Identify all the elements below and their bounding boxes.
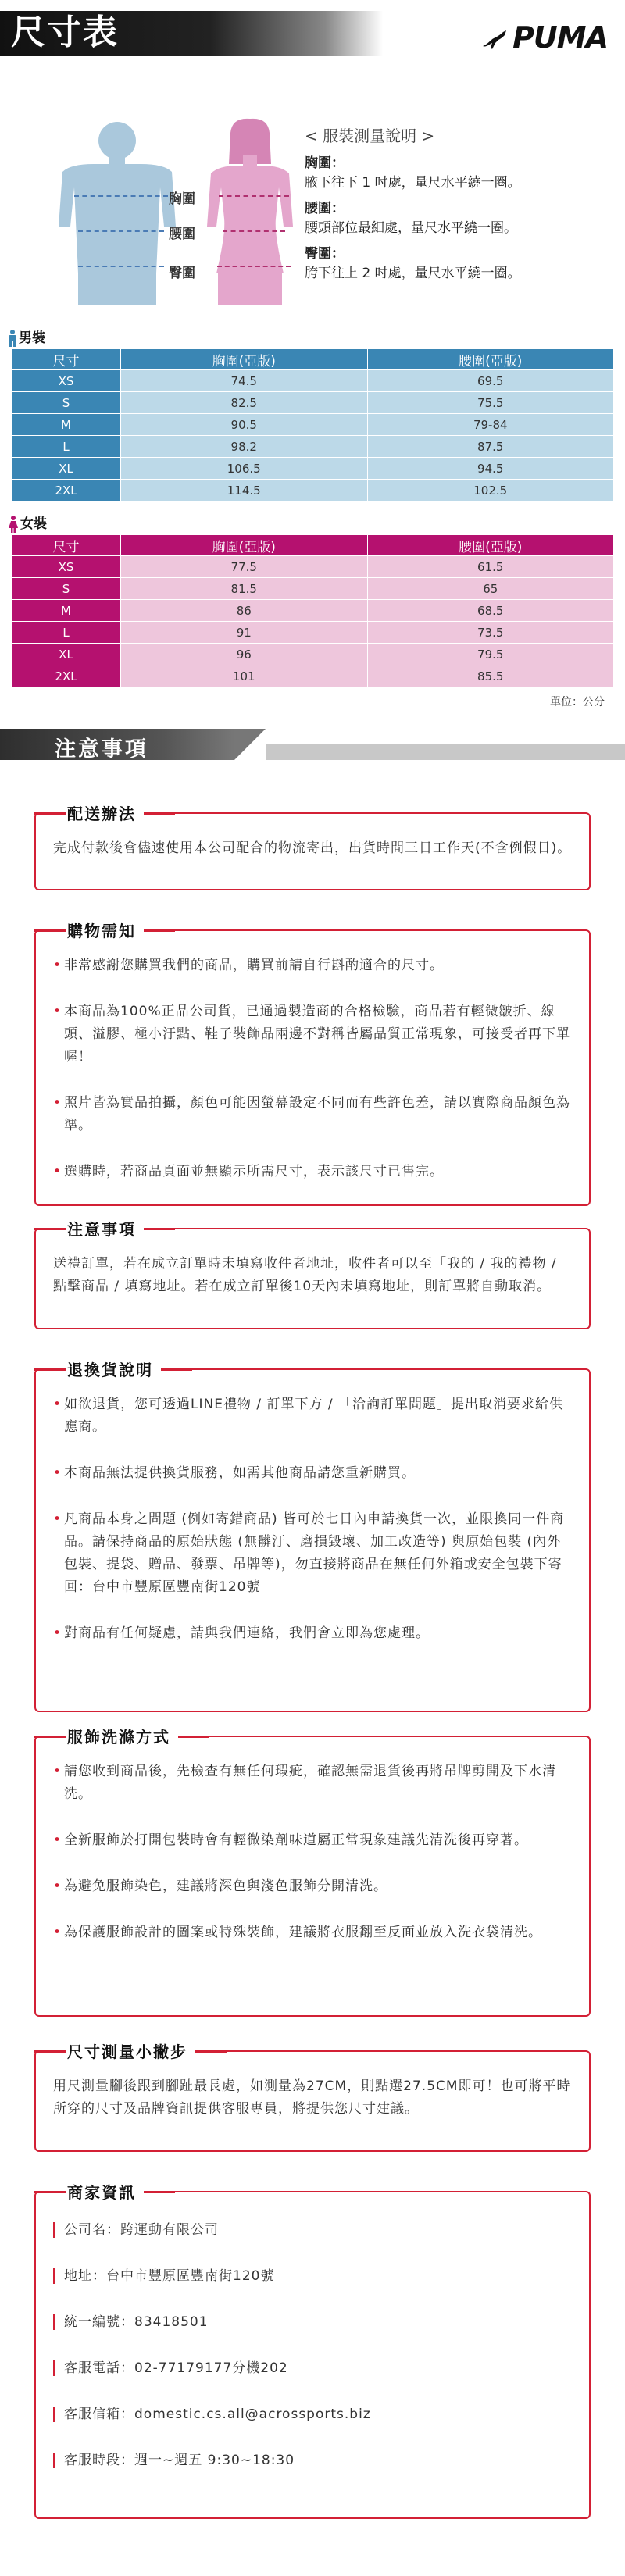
- merchant-hours: 客服時段：週一~週五 9:30~18:30: [53, 2449, 572, 2472]
- chest-cell: 114.5: [121, 480, 368, 501]
- section-title: 服飾洗滌方式: [52, 1725, 178, 1747]
- note-section: [34, 1220, 591, 1329]
- table-row: [12, 665, 614, 687]
- size-cell: 2XL: [12, 665, 121, 687]
- size-cell: XL: [12, 644, 121, 665]
- male-chest-line: [74, 195, 168, 197]
- size-cell: XS: [12, 556, 121, 578]
- waist-cell: 85.5: [367, 665, 614, 687]
- list-item: • 為避免服飾染色，建議將深色與淺色服飾分開清洗。: [53, 1875, 572, 1898]
- section-title: 配送辦法: [52, 801, 144, 824]
- explanation-term: 臀圍：: [305, 246, 345, 262]
- section-text: 用尺測量腳後跟到腳趾最長處，如測量為27CM，則點選27.5CM即可！也可將平時所穿的尺寸及品牌資訊提供客服專員，將提供您尺寸建議。: [53, 2078, 571, 2117]
- explanation-desc: 腋下往下 1 吋處，量尺水平繞一圈。: [305, 175, 521, 191]
- table-row: [12, 392, 614, 414]
- male-waist-line: [78, 230, 164, 232]
- female-hip-line: [217, 266, 291, 267]
- size-cell: L: [12, 622, 121, 644]
- table-header-row: [12, 349, 614, 370]
- table-row: [12, 556, 614, 578]
- unit-note: 單位：公分: [550, 696, 605, 708]
- chest-cell: 106.5: [121, 458, 368, 480]
- waist-cell: 65: [367, 578, 614, 600]
- column-header: 胸圍(亞版): [121, 349, 368, 370]
- merchant-email: 客服信箱：domestic.cs.all@acrossports.biz: [53, 2403, 572, 2426]
- women-table-label: [8, 512, 47, 533]
- section-title: 商家資訊: [52, 2180, 144, 2203]
- male-hip-line: [78, 266, 164, 267]
- column-header: 尺寸: [12, 349, 121, 370]
- column-header: 腰圍(亞版): [367, 349, 614, 370]
- list-item: • 請您收到商品後，先檢查有無任何瑕疵，確認無需退貨後再將吊牌剪開及下水清洗。: [53, 1761, 572, 1806]
- female-figure-icon: [199, 117, 301, 305]
- column-header: 尺寸: [12, 535, 121, 556]
- chest-cell: 86: [121, 600, 368, 622]
- merchant-list: [53, 2219, 572, 2472]
- puma-cat-icon: [481, 29, 509, 51]
- merchant-tax-id: 統一編號：83418501: [53, 2311, 572, 2334]
- men-table-label: [8, 326, 45, 347]
- female-chest-line: [219, 195, 289, 197]
- explanation-desc: 胯下往上 2 吋處，量尺水平繞一圈。: [305, 266, 521, 281]
- hip-label: 臀圍: [169, 266, 195, 281]
- chest-label: 胸圍: [169, 191, 195, 207]
- notice-banner: [0, 722, 625, 760]
- list-item: • 選購時，若商品頁面並無顯示所需尺寸，表示該尺寸已售完。: [53, 1161, 572, 1183]
- shipping-section: [34, 805, 591, 890]
- female-waist-line: [223, 230, 285, 232]
- column-header: 胸圍(亞版): [121, 535, 368, 556]
- waist-label: 腰圍: [169, 227, 195, 242]
- list-item: • 凡商品本身之問題 (例如寄錯商品) 皆可於七日內申請換貨一次，並限換同一件商品。請保持商品的原始狀態 (無髒汙、磨損毀壞、加工改造等) 與原始包裝 (內外包裝、提袋、贈品、發票、吊牌等)，勿直接將商品在無任何外箱或安全包裝下寄回：台中市豐原區豐南街120號: [53, 1508, 572, 1599]
- waist-cell: 69.5: [367, 370, 614, 392]
- waist-cell: 79.5: [367, 644, 614, 665]
- waist-cell: 75.5: [367, 392, 614, 414]
- size-cell: S: [12, 578, 121, 600]
- section-text: 完成付款後會儘速使用本公司配合的物流寄出，出貨時間三日工作天(不含例假日)。: [53, 840, 572, 856]
- explanation-term: 腰圍：: [305, 201, 345, 216]
- size-cell: XS: [12, 370, 121, 392]
- chest-cell: 96: [121, 644, 368, 665]
- list-item: • 為保護服飾設計的圖案或特殊裝飾，建議將衣服翻至反面並放入洗衣袋清洗。: [53, 1921, 572, 1944]
- men-label-text: 男裝: [19, 330, 45, 346]
- size-cell: M: [12, 414, 121, 436]
- banner-stripe: [266, 744, 625, 760]
- returns-list: [53, 1393, 572, 1645]
- section-title: 退換貨說明: [52, 1358, 161, 1380]
- explanation-heading: < 服裝測量說明 >: [305, 127, 435, 145]
- section-title: 購物需知: [52, 919, 144, 941]
- list-item: • 如欲退貨，您可透過LINE禮物 / 訂單下方 / 「洽詢訂單問題」提出取消要求給供應商。: [53, 1393, 572, 1439]
- laundry-list: [53, 1761, 572, 1944]
- list-item: • 照片皆為實品拍攝，顏色可能因螢幕設定不同而有些許色差，請以實際商品顏色為準。: [53, 1092, 572, 1137]
- purchase-list: [53, 954, 572, 1183]
- waist-cell: 102.5: [367, 480, 614, 501]
- table-row: [12, 600, 614, 622]
- waist-cell: 61.5: [367, 556, 614, 578]
- measure-tip-section: [34, 2043, 591, 2152]
- waist-cell: 73.5: [367, 622, 614, 644]
- size-cell: S: [12, 392, 121, 414]
- chest-cell: 90.5: [121, 414, 368, 436]
- size-cell: XL: [12, 458, 121, 480]
- section-title: 注意事項: [52, 1217, 144, 1240]
- brand-logo: [481, 20, 608, 55]
- brand-name: PUMA: [512, 20, 608, 55]
- men-size-table: [11, 348, 614, 501]
- measure-explanation: [305, 123, 617, 290]
- laundry-section: [34, 1728, 591, 2017]
- waist-cell: 79-84: [367, 414, 614, 436]
- chest-cell: 91: [121, 622, 368, 644]
- chest-cell: 98.2: [121, 436, 368, 458]
- chest-cell: 82.5: [121, 392, 368, 414]
- male-icon: [8, 330, 17, 347]
- size-cell: 2XL: [12, 480, 121, 501]
- table-row: [12, 414, 614, 436]
- merchant-phone: 客服電話：02-77179177分機202: [53, 2357, 572, 2380]
- returns-section: [34, 1361, 591, 1712]
- table-row: [12, 370, 614, 392]
- chest-cell: 77.5: [121, 556, 368, 578]
- female-icon: [8, 516, 19, 533]
- waist-cell: 87.5: [367, 436, 614, 458]
- list-item: • 對商品有任何疑慮，請與我們連絡，我們會立即為您處理。: [53, 1622, 572, 1645]
- list-item: • 全新服飾於打開包裝時會有輕微染劑味道屬正常現象建議先清洗後再穿著。: [53, 1829, 572, 1852]
- chest-cell: 81.5: [121, 578, 368, 600]
- women-size-table: [11, 534, 614, 687]
- merchant-address: 地址：台中市豐原區豐南街120號: [53, 2265, 572, 2288]
- merchant-company: 公司名：跨運動有限公司: [53, 2219, 572, 2242]
- list-item: • 本商品為100%正品公司貨，已通過製造商的合格檢驗，商品若有輕微皺折、線頭、溢膠、極小汙點、鞋子裝飾品兩邊不對稱皆屬品質正常現象，可接受者再下單喔！: [53, 1001, 572, 1069]
- list-item: • 本商品無法提供換貨服務，如需其他商品請您重新購買。: [53, 1462, 572, 1485]
- page-header: [0, 0, 625, 69]
- waist-cell: 68.5: [367, 600, 614, 622]
- section-text: 送禮訂單，若在成立訂單時未填寫收件者地址，收件者可以至「我的 / 我的禮物 / 點擊商品 / 填寫地址。若在成立訂單後10天內未填寫地址，則訂單將自動取消。: [53, 1256, 557, 1294]
- chest-cell: 74.5: [121, 370, 368, 392]
- merchant-section: [34, 2183, 591, 2519]
- purchase-section: [34, 922, 591, 1206]
- table-row: [12, 458, 614, 480]
- chest-cell: 101: [121, 665, 368, 687]
- notice-title: 注意事項: [55, 737, 148, 762]
- size-cell: L: [12, 436, 121, 458]
- section-title: 尺寸測量小撇步: [52, 2039, 195, 2062]
- page-title: 尺寸表: [11, 12, 119, 52]
- table-row: [12, 622, 614, 644]
- table-row: [12, 578, 614, 600]
- table-row: [12, 644, 614, 665]
- waist-cell: 94.5: [367, 458, 614, 480]
- table-row: [12, 436, 614, 458]
- list-item: • 非常感謝您購買我們的商品，購買前請自行斟酌適合的尺寸。: [53, 954, 572, 977]
- explanation-desc: 腰頭部位最細處，量尺水平繞一圈。: [305, 220, 517, 236]
- table-header-row: [12, 535, 614, 556]
- women-label-text: 女裝: [20, 516, 47, 532]
- table-row: [12, 480, 614, 501]
- size-cell: M: [12, 600, 121, 622]
- column-header: 腰圍(亞版): [367, 535, 614, 556]
- explanation-term: 胸圍：: [305, 155, 345, 171]
